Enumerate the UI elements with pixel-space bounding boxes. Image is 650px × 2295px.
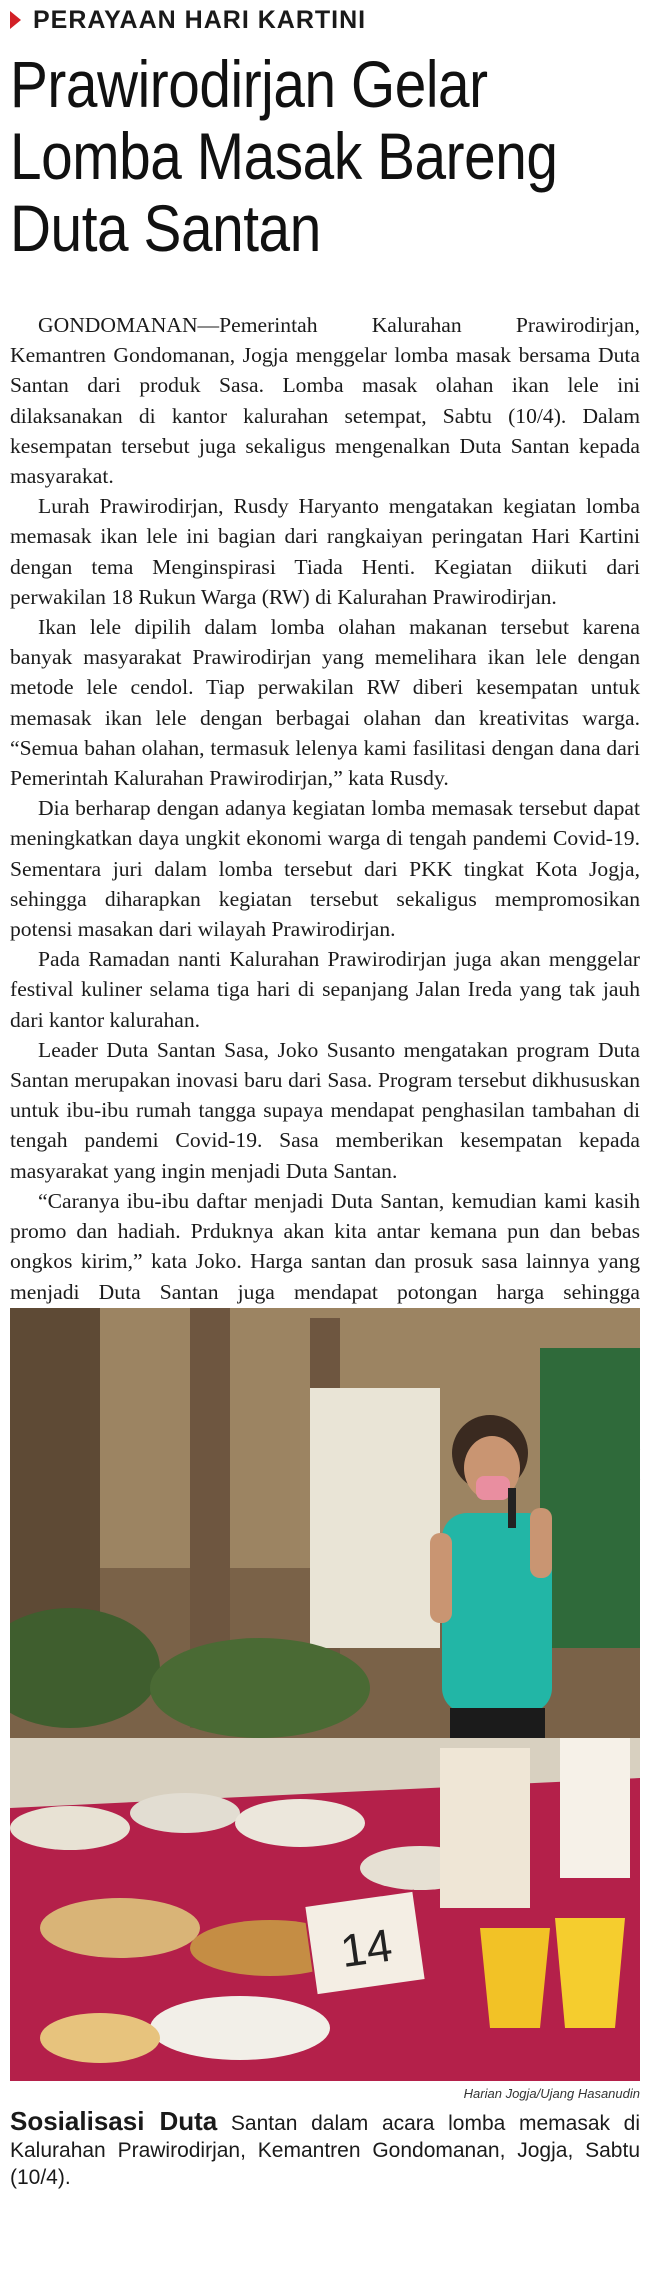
photo-illustration	[10, 1308, 640, 2081]
paragraph: Leader Duta Santan Sasa, Joko Susanto mengatakan program Duta Santan merupakan inovasi baru dari Sasa. Program tersebut dikhususkan untuk ibu-ibu rumah tangga supaya mendapat penghasilan tambahan di tengah pandemi Covid-19. Sasa memberikan kesempatan kepada masyarakat yang ingin menjadi Duta Santan.	[10, 1037, 640, 1183]
headline: Prawirodirjan Gelar Lomba Masak Bareng Duta Santan	[10, 47, 558, 265]
table-number-card: 14	[337, 1918, 396, 1978]
kicker-label: PERAYAAN HARI KARTINI	[33, 5, 367, 34]
caption-text: Santan dalam acara lomba memasak di Kalurahan Prawirodirjan, Kemantren Gondomanan, Jogja, Sabtu (10/4).	[10, 2112, 640, 2189]
paragraph: Lurah Prawirodirjan, Rusdy Haryanto mengatakan kegiatan lomba memasak ikan lele ini bagian dari rangkaiyan peringatan Hari Kartini dengan tema Menginspirasi Tiada Henti. Kegiatan diikuti dari perwakilan 18 Rukun Warga (RW) di Kalurahan Prawirodirjan.	[10, 494, 640, 609]
section-kicker	[10, 6, 366, 34]
photo-caption	[10, 2108, 640, 2191]
photo-credit: Harian Jogja/Ujang Hasanudin	[463, 2086, 640, 2101]
paragraph: Dia berharap dengan adanya kegiatan lomba memasak tersebut dapat meningkatkan daya ungkit ekonomi warga di tengah pandemi Covid-19. Sementara juri dalam lomba tersebut dari PKK tingkat Kota Jogja, sehingga diharapkan kegiatan tersebut sekaligus mempromosikan potensi masakan dari wilayah Prawirodirjan.	[10, 796, 640, 942]
caption-title: Sosialisasi Duta	[10, 2106, 218, 2136]
paragraph: Pada Ramadan nanti Kalurahan Prawirodirjan juga akan menggelar festival kuliner selama tiga hari di sepanjang Jalan Ireda yang tak jauh dari kantor kalurahan.	[10, 947, 640, 1032]
paragraph: GONDOMANAN—Pemerintah Kalurahan Prawirodirjan, Kemantren Gondomanan, Jogja menggelar lomba masak bersama Duta Santan dari produk Sasa. Lomba masak olahan ikan lele ini dilaksanakan di kantor kalurahan setempat, Sabtu (10/4). Dalam kesempatan tersebut juga sekaligus mengenalkan Duta Santan kepada masyarakat.	[10, 313, 640, 489]
paragraph: “Caranya ibu-ibu daftar menjadi Duta Santan, kemudian kami kasih promo dan hadiah. Prduknya akan kita antar kemana pun dan bebas ongkos kirim,” kata Joko. Harga santan dan prosuk sasa lainnya yang menjadi Duta Santan juga mendapat potongan harga sehingga	[10, 1188, 640, 1304]
news-photo	[10, 1308, 640, 2081]
paragraph: Ikan lele dipilih dalam lomba olahan makanan tersebut karena banyak masyarakat Prawirodirjan yang memelihara ikan lele dengan metode lele cendol. Tiap perwakilan RW diberi kesempatan untuk memasak ikan lele dengan berbagai olahan dan kreativitas warga. “Semua bahan olahan, termasuk lelenya kami fasilitasi dengan dana dari Pemerintah Kalurahan Prawirodirjan,” kata Rusdy.	[10, 615, 640, 791]
kicker-arrow-icon	[10, 11, 21, 29]
